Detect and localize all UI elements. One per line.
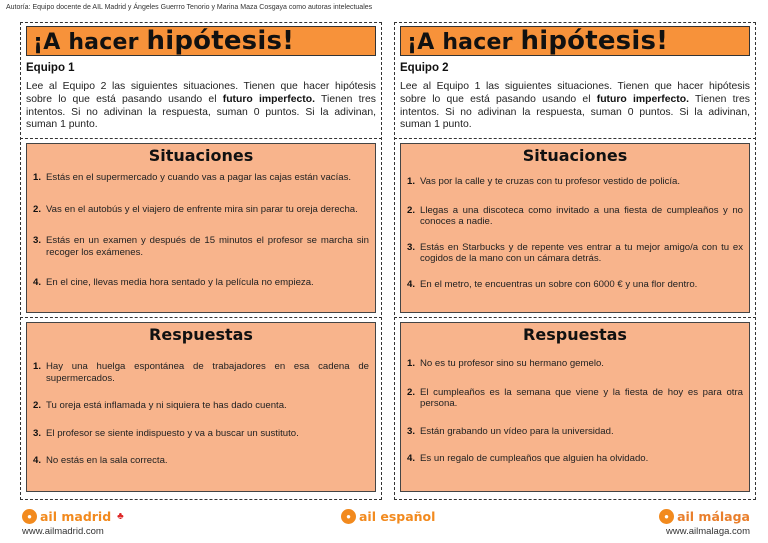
page-title: ¡A hacer hipótesis! (33, 26, 295, 56)
answers-box (400, 322, 750, 492)
list-item: 1. Hay una huelga espontánea de trabajadores en esa cadena de supermercados. (33, 361, 369, 384)
section-title: Respuestas (523, 325, 627, 344)
title-banner (26, 26, 376, 56)
title-banner (400, 26, 750, 56)
section-title: Respuestas (149, 325, 253, 344)
list-item: 3. Están grabando un vídeo para la universidad. (407, 425, 614, 437)
cut-line (20, 22, 382, 23)
section-title: Situaciones (522, 146, 628, 165)
list-item: 2. Tu oreja está inflamada y ni siquiera te has dado cuenta. (33, 400, 287, 411)
logo-ail-espanol: ail español (359, 509, 436, 524)
situations-box (400, 143, 750, 313)
situations-box (26, 143, 376, 313)
list-item: 3. El profesor se siente indispuesto y va a buscar un sustituto. (33, 427, 299, 439)
list-item: 3. Estás en un examen y después de 15 minutos el profesor se marcha sin recoger los exámenes. (33, 235, 369, 258)
list-item: 2. Vas en el autobús y el viajero de enfrente mira sin parar tu oreja derecha. (33, 203, 358, 215)
list-item: 4. Es un regalo de cumpleaños que alguien ha olvidado. (407, 453, 649, 464)
madrid-emblem-icon: ♣ (117, 511, 124, 522)
cut-line (394, 22, 395, 500)
cut-line (20, 499, 382, 500)
team-name: Equipo 2 (400, 62, 449, 74)
author-credit: Autoría: Equipo docente de AIL Madrid y Ángeles Guerrro Tenorio y Marina Maza Cosgaya como autoras intelectuales (6, 4, 373, 11)
cut-line (394, 499, 756, 500)
page-title: ¡A hacer hipótesis! (407, 26, 669, 56)
cut-line (394, 317, 756, 318)
team-card-1 (20, 22, 382, 500)
cut-line (20, 317, 382, 318)
list-item: 4. No estás en la sala correcta. (33, 455, 168, 466)
cut-line (394, 22, 756, 23)
cut-line (20, 138, 382, 139)
list-item: 1. No es tu profesor sino su hermano gemelo. (407, 358, 604, 369)
footer-ail-malaga (659, 509, 750, 537)
list-item: 2. El cumpleaños es la semana que viene y la fiesta de hoy es para otra persona. (407, 386, 743, 409)
answers-box (26, 322, 376, 492)
website-link[interactable]: www.ailmadrid.com (22, 526, 104, 537)
list-item: 1. Vas por la calle y te cruzas con tu profesor vestido de policía. (407, 176, 681, 187)
list-item: 4. En el cine, llevas media hora sentado y la película no empieza. (33, 277, 314, 288)
logo-ail-madrid: ail madrid (40, 509, 112, 524)
cut-line (381, 22, 382, 500)
team-instructions: Lee al Equipo 2 las siguientes situaciones. Tienen que hacer hipótesis sobre lo que está pasando usando el futuro imperfecto. Tienen tres intentos. Si no adivinan la respuesta, suman 0 puntos. Si la adivinan, suman 1 punto. (26, 81, 376, 131)
cut-line (394, 138, 756, 139)
list-item: 4. En el metro, te encuentras un sobre con 6000 € y una flor dentro. (407, 278, 698, 290)
team-card-2 (394, 22, 756, 500)
team-name: Equipo 1 (26, 62, 75, 74)
list-item: 3. Estás en Starbucks y de repente ves entrar a tu mejor amigo/a con tu ex cogidos de la mano con un cámara detrás. (407, 241, 743, 264)
footer-ail-madrid (22, 509, 124, 537)
list-item: 2. Llegas a una discoteca como invitado a una fiesta de cumpleaños y no conoces a nadie. (407, 204, 743, 227)
ail-logo-icon: ● (341, 509, 356, 524)
ail-logo-icon: ● (22, 509, 37, 524)
ail-logo-icon: ● (659, 509, 674, 524)
team-instructions: Lee al Equipo 1 las siguientes situaciones. Tienen que hacer hipótesis sobre lo que está pasando usando el futuro imperfecto. Tienen tres intentos. Si no adivinan la respuesta, suman 0 puntos. Si la adivinan, suman 1 punto. (400, 81, 750, 131)
list-item: 1. Estás en el supermercado y cuando vas a pagar las cajas están vacías. (33, 172, 352, 183)
logo-ail-malaga: ail málaga (677, 509, 750, 524)
footer-ail-espanol (341, 509, 435, 524)
section-title: Situaciones (148, 146, 254, 165)
cut-line (755, 22, 756, 500)
website-link[interactable]: www.ailmalaga.com (666, 526, 750, 537)
cut-line (20, 22, 21, 500)
